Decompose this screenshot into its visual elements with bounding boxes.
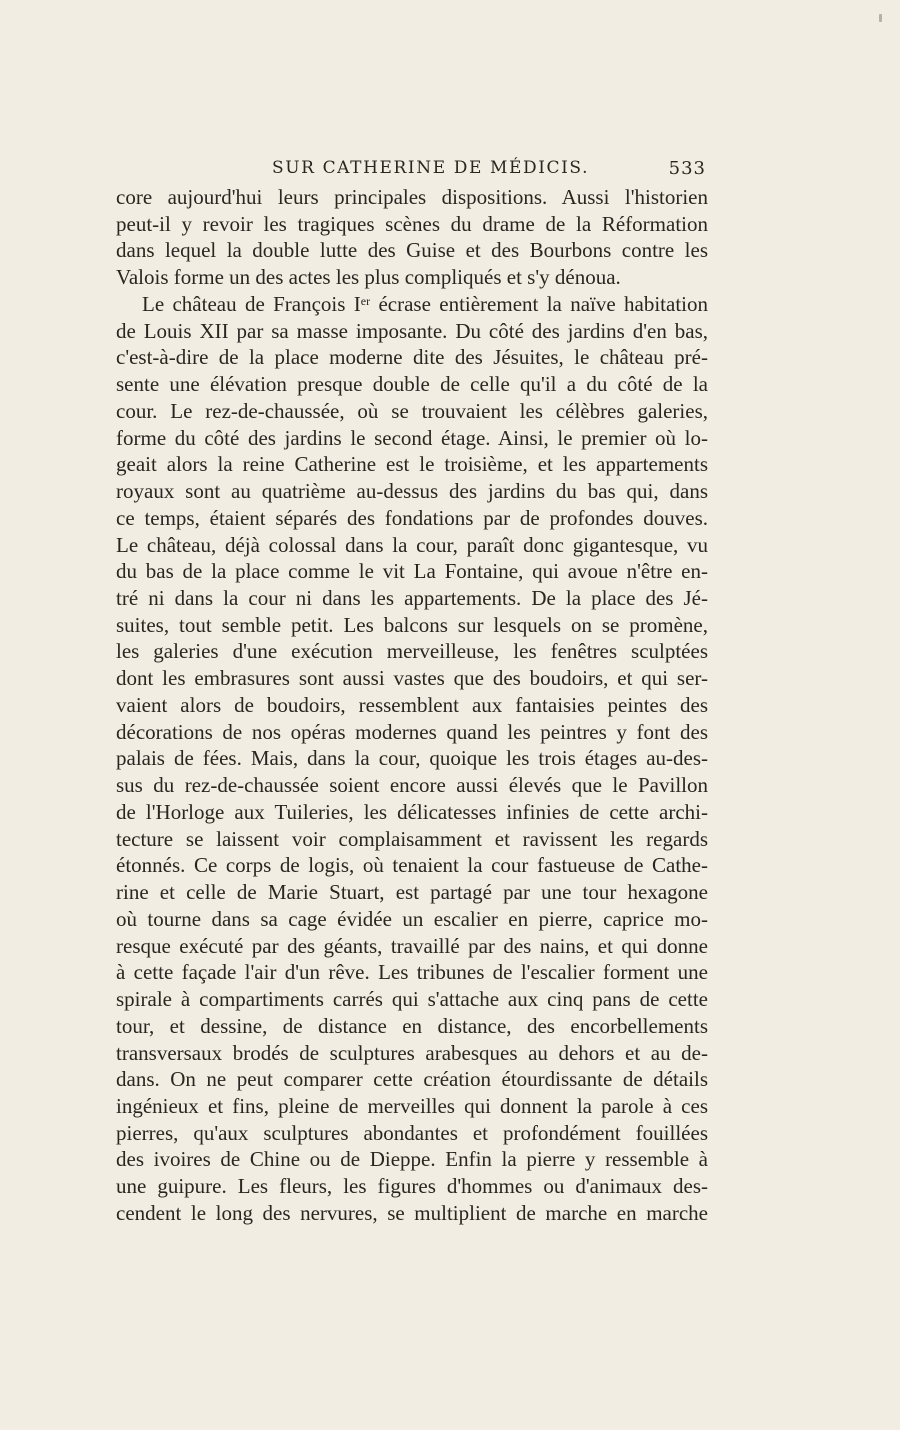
running-title: SUR CATHERINE DE MÉDICIS. xyxy=(272,158,590,178)
text-line: étonnés. Ce corps de logis, où tenaient la cour fastueuse de Cathe- xyxy=(116,853,708,878)
text-line: les galeries d'une exécution merveilleuse, les fenêtres sculptées xyxy=(116,639,708,664)
text-line: suites, tout semble petit. Les balcons sur lesquels on se promène, xyxy=(116,612,708,637)
text-line: geait alors la reine Catherine est le troisième, et les appartements xyxy=(116,452,708,477)
text-line: c'est-à-dire de la place moderne dite des Jésuites, le château pré- xyxy=(116,345,708,370)
text-line: palais de fées. Mais, dans la cour, quoique les trois étages au-des- xyxy=(116,746,708,771)
text-line: dans. On ne peut comparer cette création étourdissante de détails xyxy=(116,1067,708,1092)
body-text xyxy=(116,184,708,1227)
text-line: sus du rez-de-chaussée soient encore aussi élevés que le Pavillon xyxy=(116,773,708,798)
text-line: dont les embrasures sont aussi vastes que des boudoirs, et qui ser- xyxy=(116,666,708,691)
ordinal-superscript: er xyxy=(360,293,371,308)
text-line: ingénieux et fins, pleine de merveilles qui donnent la parole à ces xyxy=(116,1093,708,1118)
text-line: une guipure. Les fleurs, les figures d'hommes ou d'animaux des- xyxy=(116,1174,708,1199)
text-line: de l'Horloge aux Tuileries, les délicatesses infinies de cette archi- xyxy=(116,799,708,824)
text-line: à cette façade l'air d'un rêve. Les tribunes de l'escalier forment une xyxy=(116,960,708,985)
text-line: dans lequel la double lutte des Guise et des Bourbons contre les xyxy=(116,238,708,263)
text-line: core aujourd'hui leurs principales dispositions. Aussi l'historien xyxy=(116,185,708,209)
text-line: tré ni dans la cour ni dans les appartements. De la place des Jé- xyxy=(116,586,708,611)
text-line: spirale à compartiments carrés qui s'attache aux cinq pans de cette xyxy=(116,987,708,1012)
text-line: sente une élévation presque double de celle qu'il a du côté de la xyxy=(116,372,708,397)
text-line: des ivoires de Chine ou de Dieppe. Enfin la pierre y ressemble à xyxy=(116,1147,708,1172)
text-line: Le château, déjà colossal dans la cour, paraît donc gigantesque, vu xyxy=(116,532,708,557)
text-line: décorations de nos opéras modernes quand les peintres y font des xyxy=(116,719,708,744)
text-line: pierres, qu'aux sculptures abondantes et profondément fouillées xyxy=(116,1120,708,1145)
text-line: resque exécuté par des géants, travaillé par des nains, et qui donne xyxy=(116,933,708,958)
text-fragment: écrase entièrement la naïve habitation xyxy=(370,291,708,316)
text-line: de Louis XII par sa masse imposante. Du côté des jardins d'en bas, xyxy=(116,318,708,343)
running-head xyxy=(116,152,710,182)
text-line: royaux sont au quatrième au-dessus des jardins du bas qui, dans xyxy=(116,479,708,504)
text-line: Valois forme un des actes les plus compliqués et s'y dénoua. xyxy=(116,265,621,290)
text-line: vaient alors de boudoirs, ressemblent aux fantaisies peintes des xyxy=(116,692,708,717)
text-line: tour, et dessine, de distance en distance, des encorbellements xyxy=(116,1013,708,1038)
text-fragment: Le château de François I xyxy=(142,291,361,316)
text-line: rine et celle de Marie Stuart, est partagé par une tour hexagone xyxy=(116,880,708,905)
text-line: tecture se laissent voir complaisamment et ravissent les regards xyxy=(116,826,708,851)
text-line: ce temps, étaient séparés des fondations par de profondes douves. xyxy=(116,505,708,530)
page-edge-mark xyxy=(879,14,882,22)
text-line: du bas de la place comme le vit La Fontaine, qui avoue n'être en- xyxy=(116,559,708,584)
page-number: 533 xyxy=(668,158,706,179)
text-line: forme du côté des jardins le second étage. Ainsi, le premier où lo- xyxy=(116,425,708,450)
text-line: où tourne dans sa cage évidée un escalier en pierre, caprice mo- xyxy=(116,906,708,931)
text-line: transversaux brodés de sculptures arabesques au dehors et au de- xyxy=(116,1040,708,1065)
text-line: peut-il y revoir les tragiques scènes du drame de la Réformation xyxy=(116,211,708,236)
text-line: cendent le long des nervures, se multiplient de marche en marche xyxy=(116,1200,708,1225)
text-line: cour. Le rez-de-chaussée, où se trouvaient les célèbres galeries, xyxy=(116,398,708,423)
paragraph-start-line xyxy=(116,291,708,318)
